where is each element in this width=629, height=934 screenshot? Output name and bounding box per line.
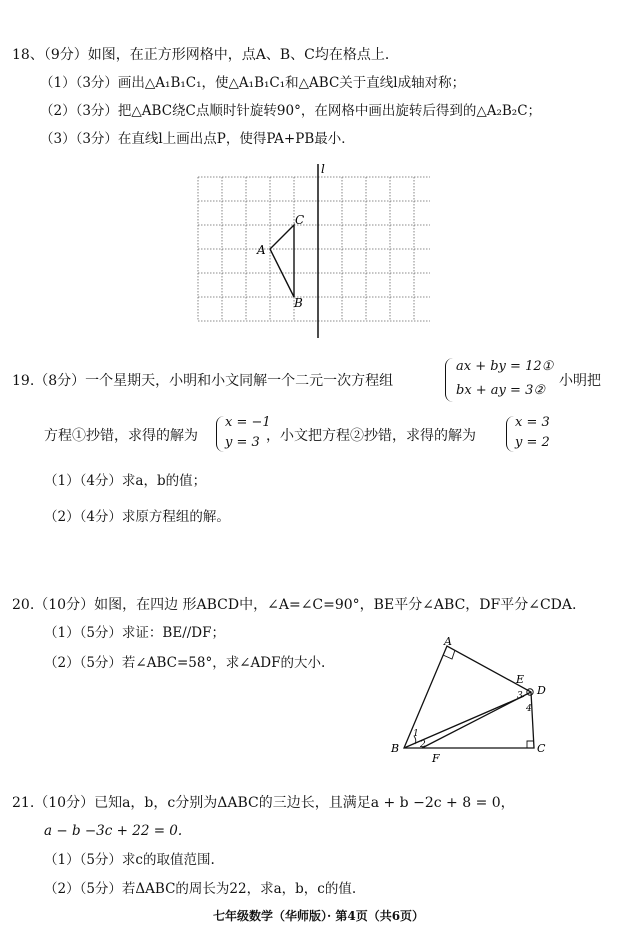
q20-heading: 20.（10分）如图，在四边 形ABCD中，∠A=∠C=90°，BE平分∠ABC，DF平分∠CDA. bbox=[12, 597, 577, 613]
q18-part2: （2）（3分）把△ABC绕C点顺时针旋转90°，在网格中画出旋转后得到的△A₂B₂C； bbox=[40, 103, 542, 119]
equation-1: ax + by = 12① bbox=[456, 359, 554, 374]
solution2-y: y = 2 bbox=[515, 435, 550, 450]
angle-3: 3 bbox=[517, 691, 523, 701]
solution2-x: x = 3 bbox=[515, 415, 550, 430]
solution1-brace bbox=[216, 416, 225, 452]
label-a: A bbox=[257, 243, 266, 257]
angle-4: 4 bbox=[526, 704, 532, 714]
q18-grid-figure bbox=[190, 160, 430, 340]
q20-part1: （1）（5分）求证：BE//DF； bbox=[44, 625, 225, 641]
solution1-x: x = −1 bbox=[225, 415, 271, 430]
label-b: B bbox=[294, 296, 303, 310]
right-angle-c bbox=[527, 741, 534, 748]
q19-part1: （1）（4分）求a，b的值； bbox=[44, 473, 207, 489]
quadrilateral-abcd bbox=[404, 646, 534, 748]
q19-line2-a: 方程①抄错，求得的解为 bbox=[44, 428, 198, 444]
q19-part2: （2）（4分）求原方程组的解。 bbox=[44, 509, 230, 525]
q19-heading: 19.（8分）一个星期天，小明和小文同解一个二元一次方程组 bbox=[12, 373, 394, 389]
q21-part2: （2）（5分）若ΔABC的周长为22，求a，b，c的值. bbox=[44, 881, 357, 897]
q18-part3: （3）（3分）在直线l上画出点P，使得PA+PB最小． bbox=[40, 131, 355, 147]
q21-equation-2: a − b −3c + 22 = 0. bbox=[44, 823, 183, 839]
angle-1: 1 bbox=[413, 729, 419, 739]
q21-part1: （1）（5分）求c的取值范围. bbox=[44, 852, 215, 868]
segment-df bbox=[422, 692, 531, 748]
point-e: E bbox=[516, 673, 525, 686]
q20-quadrilateral-figure bbox=[388, 636, 558, 764]
vertex-a: A bbox=[444, 636, 452, 648]
q20-part2: （2）（5分）若∠ABC=58°，求∠ADF的大小. bbox=[44, 655, 326, 671]
vertex-d: D bbox=[537, 684, 546, 697]
triangle-abc bbox=[270, 225, 294, 297]
page-footer: 七年级数学（华师版）· 第4页（共6页） bbox=[213, 909, 425, 923]
angle-2: 2 bbox=[420, 740, 426, 750]
solution2-brace bbox=[506, 416, 515, 452]
label-c: C bbox=[295, 213, 305, 227]
square-grid bbox=[198, 177, 430, 321]
system-brace bbox=[445, 358, 454, 402]
point-f: F bbox=[432, 752, 440, 764]
q19-line2-b: ，小文把方程②抄错，求得的解为 bbox=[266, 428, 476, 444]
q18-heading: 18、（9分）如图，在正方形网格中，点A、B、C均在格点上． bbox=[12, 47, 399, 63]
q19-heading-tail: 小明把 bbox=[559, 373, 601, 389]
vertex-c: C bbox=[537, 742, 546, 755]
q21-heading: 21.（10分）已知a，b，c分别为ΔABC的三边长，且满足a + b −2c + 8 = 0， bbox=[12, 795, 515, 811]
label-l: l bbox=[321, 162, 325, 176]
equation-2: bx + ay = 3② bbox=[456, 383, 545, 398]
solution1-y: y = 3 bbox=[225, 435, 260, 450]
q18-part1: （1）（3分）画出△A₁B₁C₁，使△A₁B₁C₁和△ABC关于直线l成轴对称； bbox=[40, 75, 466, 91]
vertex-b: B bbox=[391, 742, 400, 755]
